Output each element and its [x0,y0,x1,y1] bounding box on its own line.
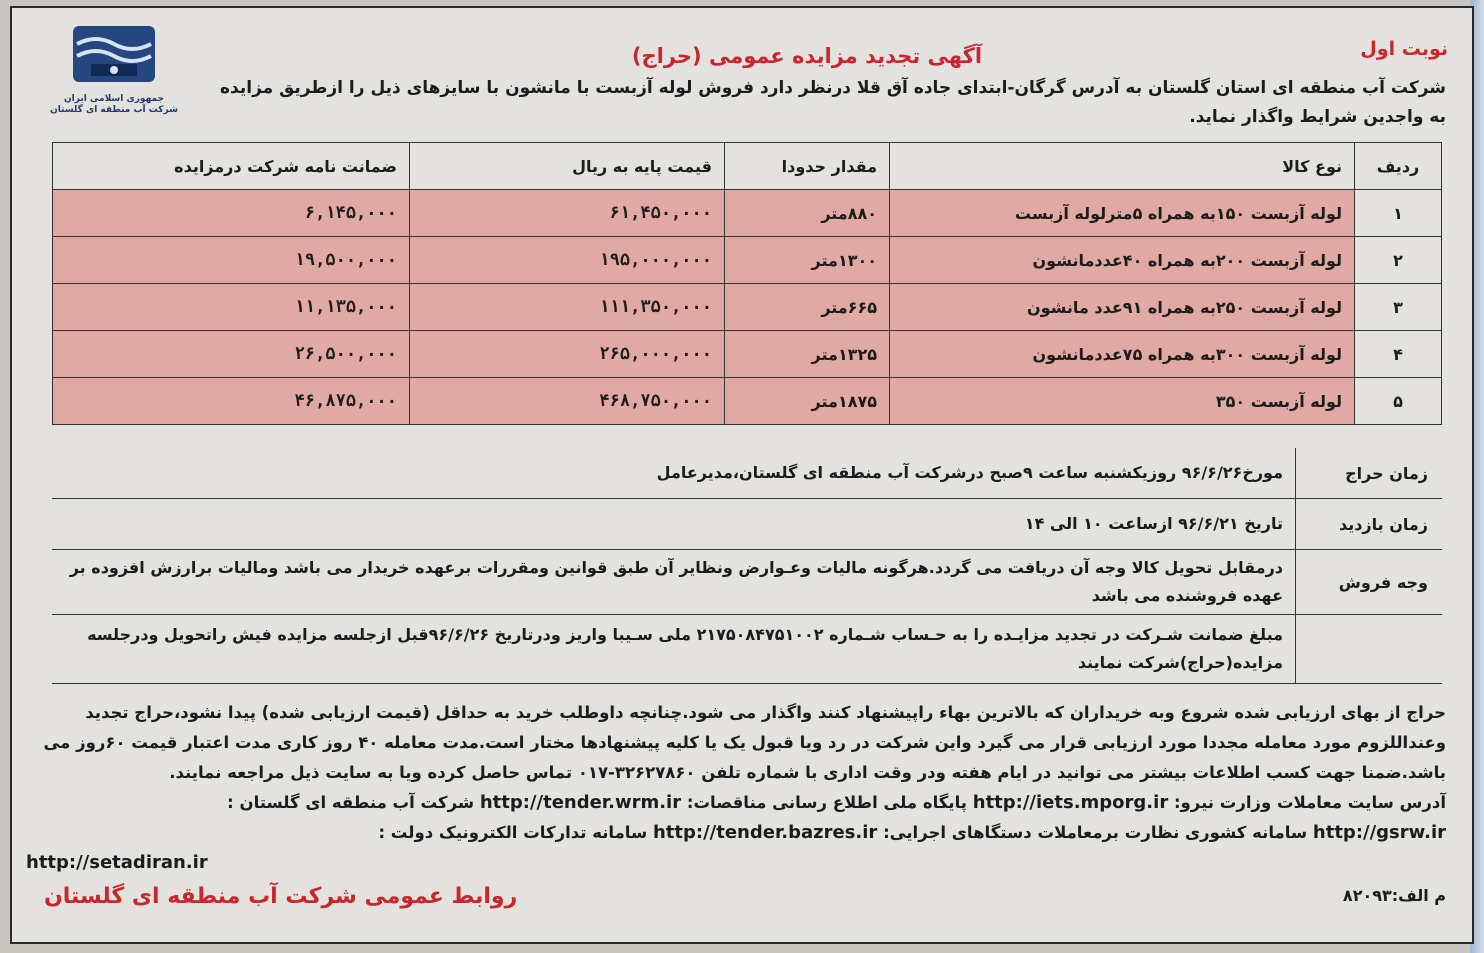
intro-paragraph: شرکت آب منطقه ای استان گلستان به آدرس گرگان-ابتدای جاده آق قلا درنظر دارد فروش لوله آزبست با مانشون با سایزهای ذیل را ازطریق مزایده به واجدین شرایط واگذار نماید. [220,78,1446,127]
row-price: ۴۶۸,۷۵۰,۰۰۰ [410,378,725,425]
guarantee-note-spacer [1296,615,1442,683]
row-index: ۱ [1355,190,1442,237]
websites-line-2 [26,818,1446,848]
reference-number: م الف:۸۲۰۹۳ [1342,886,1446,905]
payment-value: درمقابل تحویل کالا وجه آن دریافت می گردد.هرگونه مالیات وعـوارض ونظایر آن طبق قوانین ومقررات برعهده خریدار می باشد ومالیات برارزش افزوده بر عهده فروشنده می باشد [52,550,1296,614]
guarantee-note-row [52,615,1442,684]
visit-time-row [52,499,1442,550]
inspection-system-link[interactable]: http://tender.bazres.ir [652,822,878,843]
payment-label: وجه فروش [1338,572,1428,592]
table-row [53,331,1442,378]
row-price: ۲۶۵,۰۰۰,۰۰۰ [410,331,725,378]
round-label: نوبت اول [1360,38,1448,60]
ministry-site-link[interactable]: http://iets.mporg.ir [972,792,1169,813]
row-price: ۱۹۵,۰۰۰,۰۰۰ [410,237,725,284]
table-header-row [53,143,1442,190]
websites-line-1 [26,788,1446,818]
row-index: ۲ [1355,237,1442,284]
row-quantity: ۶۶۵متر [725,284,890,331]
row-item: لوله آزبست ۳۰۰به همراه ۷۵عددمانشون [890,331,1355,378]
row-quantity: ۱۳۰۰متر [725,237,890,284]
company-site-label: شرکت آب منطقه ای گلستان : [227,793,475,812]
ministry-site-label: آدرس سایت معاملات وزارت نیرو: [1173,793,1446,812]
auction-details [52,448,1442,684]
row-quantity: ۸۸۰متر [725,190,890,237]
row-item: لوله آزبست ۲۵۰به همراه ۹۱عدد مانشون [890,284,1355,331]
visit-time-value: تاریخ ۹۶/۶/۲۱ ازساعت ۱۰ الی ۱۴ [52,499,1296,549]
tenders-portal-label: پایگاه ملی اطلاع رسانی مناقصات: [686,793,967,812]
row-guarantee: ۲۶,۵۰۰,۰۰۰ [53,331,410,378]
guarantee-note-value: مبلغ ضمانت شـرکت در تجدید مزایـده را به حـساب شـماره ۲۱۷۵۰۸۴۷۵۱۰۰۲ ملی سـیبا واریز ودرتاریخ ۹۶/۶/۲۶قبل ازجلسه مزایده فیش راتحویل ودرجلسه مزایده(حراج)شرکت نمایند [52,615,1296,683]
row-price: ۱۱۱,۳۵۰,۰۰۰ [410,284,725,331]
table-row [53,237,1442,284]
column-header-base-price: قیمت پایه به ریال [410,143,725,190]
column-header-index: ردیف [1355,143,1442,190]
row-guarantee: ۱۹,۵۰۰,۰۰۰ [53,237,410,284]
procurement-system-link[interactable]: http://setadiran.ir [26,852,208,873]
row-index: ۳ [1355,284,1442,331]
organization-logo [30,22,198,134]
auction-time-value: مورخ۹۶/۶/۲۶ روزیکشنبه ساعت ۹صبح درشرکت آب منطقه ای گلستان،مدیرعامل [52,448,1296,498]
row-price: ۶۱,۴۵۰,۰۰۰ [410,190,725,237]
row-quantity: ۱۳۲۵متر [725,331,890,378]
row-quantity: ۱۸۷۵متر [725,378,890,425]
table-row [53,378,1442,425]
notice-title: آگهی تجدید مزایده عمومی (حراج) [631,44,983,68]
auction-time-label: زمان حراج [1345,463,1428,483]
column-header-item: نوع کالا [890,143,1355,190]
terms-paragraph: حراج از بهای ارزیابی شده شروع وبه خریداران که بالاترین بهاء راپیشنهاد کنند واگذار می شود.چنانچه داوطلب خرید به حداقل (قیمت ارزیابی شده) پیدا نشود،حراج تجدید وعنداللزوم مورد معامله مجددا مورد ارزیابی قرار می گیرد واین شرکت در رد ویا قبول یک یا کلیه پیشنهادها مختار است.مدت معامله ۴۰ روز کاری مدت اعتبار قیمت ۶۰روز می باشد.ضمنا جهت کسب اطلاعات بیشتر می توانید در ایام هفته ودر وقت اداری با شماره تلفن ۳۲۶۲۷۸۶۰-۰۱۷ تماس حاصل کرده ویا به سایت ذیل مراجعه نمایند. [43,703,1446,782]
visit-time-label: زمان بازدید [1338,514,1428,534]
auction-time-row [52,448,1442,499]
column-header-quantity: مقدار حدودا [725,143,890,190]
row-item: لوله آزبست ۱۵۰به همراه ۵مترلوله آزبست [890,190,1355,237]
procurement-system-label: سامانه تدارکات الکترونیک دولت : [378,823,648,842]
logo-caption: شرکت آب منطقه ای گلستان [50,105,178,115]
row-item: لوله آزبست ۳۵۰ [890,378,1355,425]
terms-section [26,698,1446,878]
logo-caption: جمهوری اسلامی ایران [63,94,165,104]
tenders-portal-link[interactable]: http://tender.wrm.ir [479,792,682,813]
company-site-link[interactable]: http://gsrw.ir [1312,822,1446,843]
table-row [53,284,1442,331]
row-index: ۵ [1355,378,1442,425]
payment-row [52,550,1442,615]
table-row [53,190,1442,237]
row-item: لوله آزبست ۲۰۰به همراه ۴۰عددمانشون [890,237,1355,284]
row-guarantee: ۴۶,۸۷۵,۰۰۰ [53,378,410,425]
notice-sheet [10,6,1474,944]
websites-line-3 [26,848,1446,878]
inspection-system-label: سامانه کشوری نظارت برمعاملات دستگاهای اجرایی: [883,823,1308,842]
row-guarantee: ۶,۱۴۵,۰۰۰ [53,190,410,237]
row-guarantee: ۱۱,۱۳۵,۰۰۰ [53,284,410,331]
public-relations-signature: روابط عمومی شرکت آب منطقه ای گلستان [44,884,518,909]
row-index: ۴ [1355,331,1442,378]
water-company-logo-icon [59,22,169,94]
column-header-guarantee: ضمانت نامه شرکت درمزایده [53,143,410,190]
items-table [52,142,1442,425]
